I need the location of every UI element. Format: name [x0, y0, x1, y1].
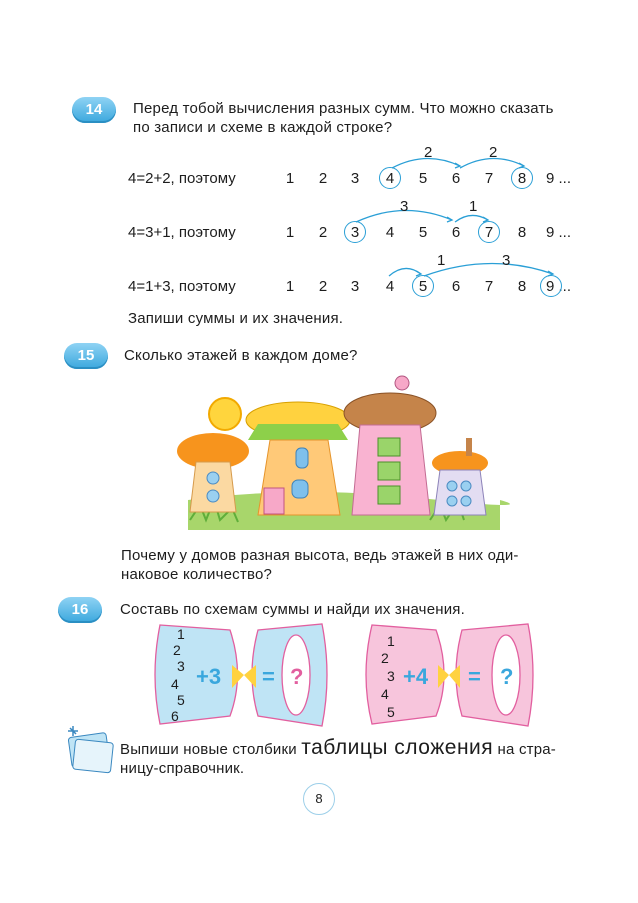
row-3-num-4: 4	[385, 278, 395, 295]
row-3-jump-2: 3	[502, 252, 511, 269]
row-1-jump-1: 2	[424, 144, 433, 161]
row-3-jump-1: 1	[437, 252, 446, 269]
exercise-15-text-line1: Почему у домов разная высота, ведь этажей в них оди-	[121, 547, 519, 564]
scheme-2-num-2: 2	[381, 650, 389, 666]
scheme-1-num-3: 3	[177, 658, 185, 674]
exercise-15-text-line2: наковое количество?	[121, 566, 273, 583]
row-1-num-5: 5	[418, 170, 428, 187]
scheme-1-num-4: 4	[171, 676, 179, 692]
row-2-num-4: 4	[385, 224, 395, 241]
exercise-14-task: Запиши суммы и их значения.	[128, 310, 344, 327]
exercise-16-text: Составь по схемам суммы и найди их значения.	[120, 601, 465, 618]
exercise-14-badge: 14	[72, 97, 116, 123]
note-text-b: на стра-	[497, 741, 556, 758]
scheme-2-question: ?	[500, 664, 514, 689]
scheme-2-num-1: 1	[387, 633, 395, 649]
row-2-num-1: 1	[285, 224, 295, 241]
row-1-num-4: 4	[377, 170, 403, 187]
row-1-num-3: 3	[350, 170, 360, 187]
row-1-jump-2: 2	[489, 144, 498, 161]
row-1-label: 4=2+2, поэтому	[128, 170, 236, 187]
scheme-1-question: ?	[290, 664, 304, 689]
row-3-num-8: 8	[517, 278, 527, 295]
row-3-num-3: 3	[350, 278, 360, 295]
row-1-num-2: 2	[318, 170, 328, 187]
exercise-16-badge: 16	[58, 597, 102, 623]
scheme-2-eq: =	[468, 664, 481, 689]
scheme-1-num-1: 1	[177, 626, 185, 642]
row-2-num-3: 3	[342, 224, 368, 241]
note-text-line2: ницу-справочник.	[120, 760, 245, 777]
row-2-num-9: 9 ...	[546, 224, 572, 241]
row-1-num-9: 9 ...	[546, 170, 572, 187]
row-3-num-9: 9 ...	[546, 278, 571, 295]
scheme-1-op: +3	[196, 664, 222, 689]
exercise-15-question: Сколько этажей в каждом доме?	[124, 347, 358, 364]
row-2-num-5: 5	[418, 224, 428, 241]
row-2-num-6: 6	[451, 224, 461, 241]
row-2-label: 4=3+1, поэтому	[128, 224, 236, 241]
scheme-2-op: +4	[403, 664, 429, 689]
row-2-num-7: 7	[476, 224, 502, 241]
row-3-num-5: 5	[410, 278, 436, 295]
row-1-num-8: 8	[509, 170, 535, 187]
row-2-num-8: 8	[517, 224, 527, 241]
exercise-14-text-line1: Перед тобой вычисления разных сумм. Что можно сказать	[133, 100, 554, 117]
scheme-2-num-4: 4	[381, 686, 389, 702]
row-3-num-2: 2	[318, 278, 328, 295]
row-2-num-2: 2	[318, 224, 328, 241]
scheme-1-num-2: 2	[173, 642, 181, 658]
scheme-2-num-5: 5	[387, 704, 395, 720]
row-3-num-7: 7	[484, 278, 494, 295]
note-text-big: таблицы сложения	[301, 736, 494, 759]
row-1-num-1: 1	[285, 170, 295, 187]
scheme-1-num-5: 5	[177, 692, 185, 708]
scheme-1-num-6: 6	[171, 708, 179, 724]
exercise-15-badge: 15	[64, 343, 108, 369]
row-2-jump-2: 1	[469, 198, 478, 215]
exercise-14-text-line2: по записи и схеме в каждой строке?	[133, 119, 393, 136]
row-2-jump-1: 3	[400, 198, 409, 215]
scheme-1-eq: =	[262, 664, 275, 689]
note-text-line1	[120, 738, 556, 759]
note-text-a: Выпиши новые столбики	[120, 741, 297, 758]
row-3-num-1: 1	[285, 278, 295, 295]
scheme-2-num-3: 3	[387, 668, 395, 684]
row-1-num-7: 7	[484, 170, 494, 187]
page-number: 8	[303, 783, 335, 815]
row-1-num-6: 6	[451, 170, 461, 187]
row-3-label: 4=1+3, поэтому	[128, 278, 236, 295]
row-3-num-6: 6	[451, 278, 461, 295]
